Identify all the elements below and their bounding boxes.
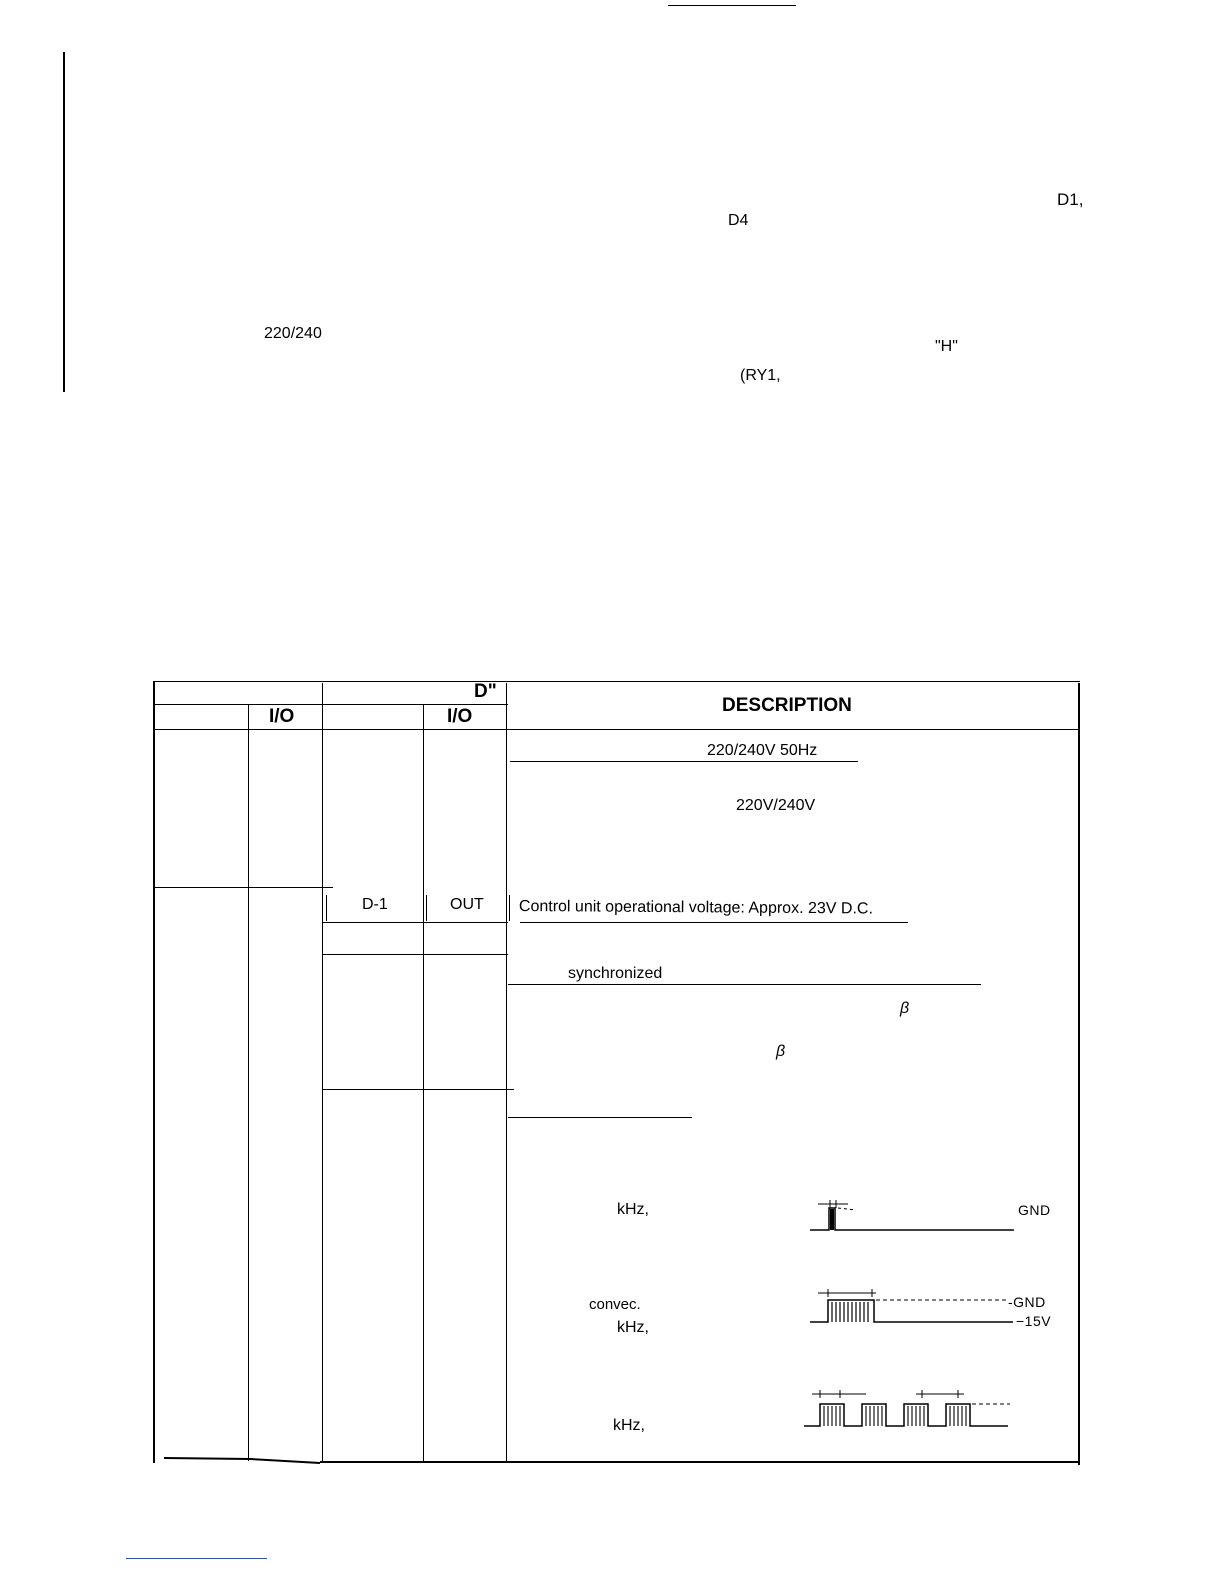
underline-section: [508, 1117, 692, 1118]
d1-cell-mid: [426, 895, 427, 921]
desc-supply-voltage: 220/240V 50Hz: [707, 742, 818, 759]
bottom-left-stroke: [160, 1454, 330, 1466]
desc-khz-3: kHz,: [613, 1417, 645, 1434]
bottom-rule: [126, 1558, 267, 1559]
fragment-relay: (RY1,: [740, 367, 781, 384]
table-top-border: [155, 681, 1080, 682]
desc-khz-2: kHz,: [617, 1319, 649, 1336]
d1-cell-right: [509, 895, 510, 921]
desc-beta-1: β: [900, 1000, 910, 1017]
col-divider-2: [322, 683, 323, 1461]
row-sep-2: [322, 922, 508, 923]
table-right-border: [1078, 683, 1080, 1465]
desc-beta-2: β: [776, 1043, 786, 1060]
header-group-label: D": [474, 681, 497, 702]
table-left-border: [153, 681, 155, 1463]
desc-khz-1: kHz,: [617, 1201, 649, 1218]
col-divider-1: [248, 705, 249, 1461]
fragment-voltage: 220/240: [264, 325, 322, 342]
d1-cell-left: [326, 895, 327, 921]
fragment-h-signal: "H": [935, 338, 958, 355]
waveform-single-pulse: [808, 1196, 1018, 1236]
row-sep-3: [322, 954, 508, 955]
header-subrow-line: [155, 704, 508, 705]
row-sep-4: [322, 1089, 514, 1090]
desc-rated-voltage: 220V/240V: [736, 797, 816, 814]
underline-synchronized: [508, 984, 981, 985]
pin-d1-io: OUT: [450, 896, 484, 913]
wave-label-gnd-1: GND: [1018, 1202, 1051, 1218]
pin-d1: D-1: [362, 896, 388, 913]
col-divider-3: [423, 705, 424, 1461]
header-io-right: I/O: [447, 706, 473, 727]
underline-control: [520, 922, 908, 923]
fragment-d1: D1,: [1057, 190, 1084, 209]
header-io-left: I/O: [269, 706, 295, 727]
revision-bar: [63, 52, 65, 392]
fragment-d4: D4: [728, 212, 749, 229]
desc-control-voltage: Control unit operational voltage: Approx. 23V D.C.: [518, 898, 873, 918]
header-description: DESCRIPTION: [722, 695, 852, 716]
waveform-repeated-bursts: [804, 1388, 1014, 1432]
header-bottom-line: [155, 729, 1080, 730]
table-bottom-border: [320, 1461, 1078, 1463]
top-rule: [668, 5, 796, 6]
wave-label-gnd-2: -GND: [1008, 1294, 1046, 1310]
desc-synchronized: synchronized: [568, 965, 663, 982]
wave-label-neg-15v: −15V: [1016, 1313, 1052, 1329]
underline-supply: [510, 761, 858, 762]
col-divider-4: [506, 683, 507, 1461]
row-sep-1: [155, 887, 333, 888]
waveform-burst: [808, 1288, 1018, 1328]
desc-convec: convec.: [589, 1296, 641, 1313]
